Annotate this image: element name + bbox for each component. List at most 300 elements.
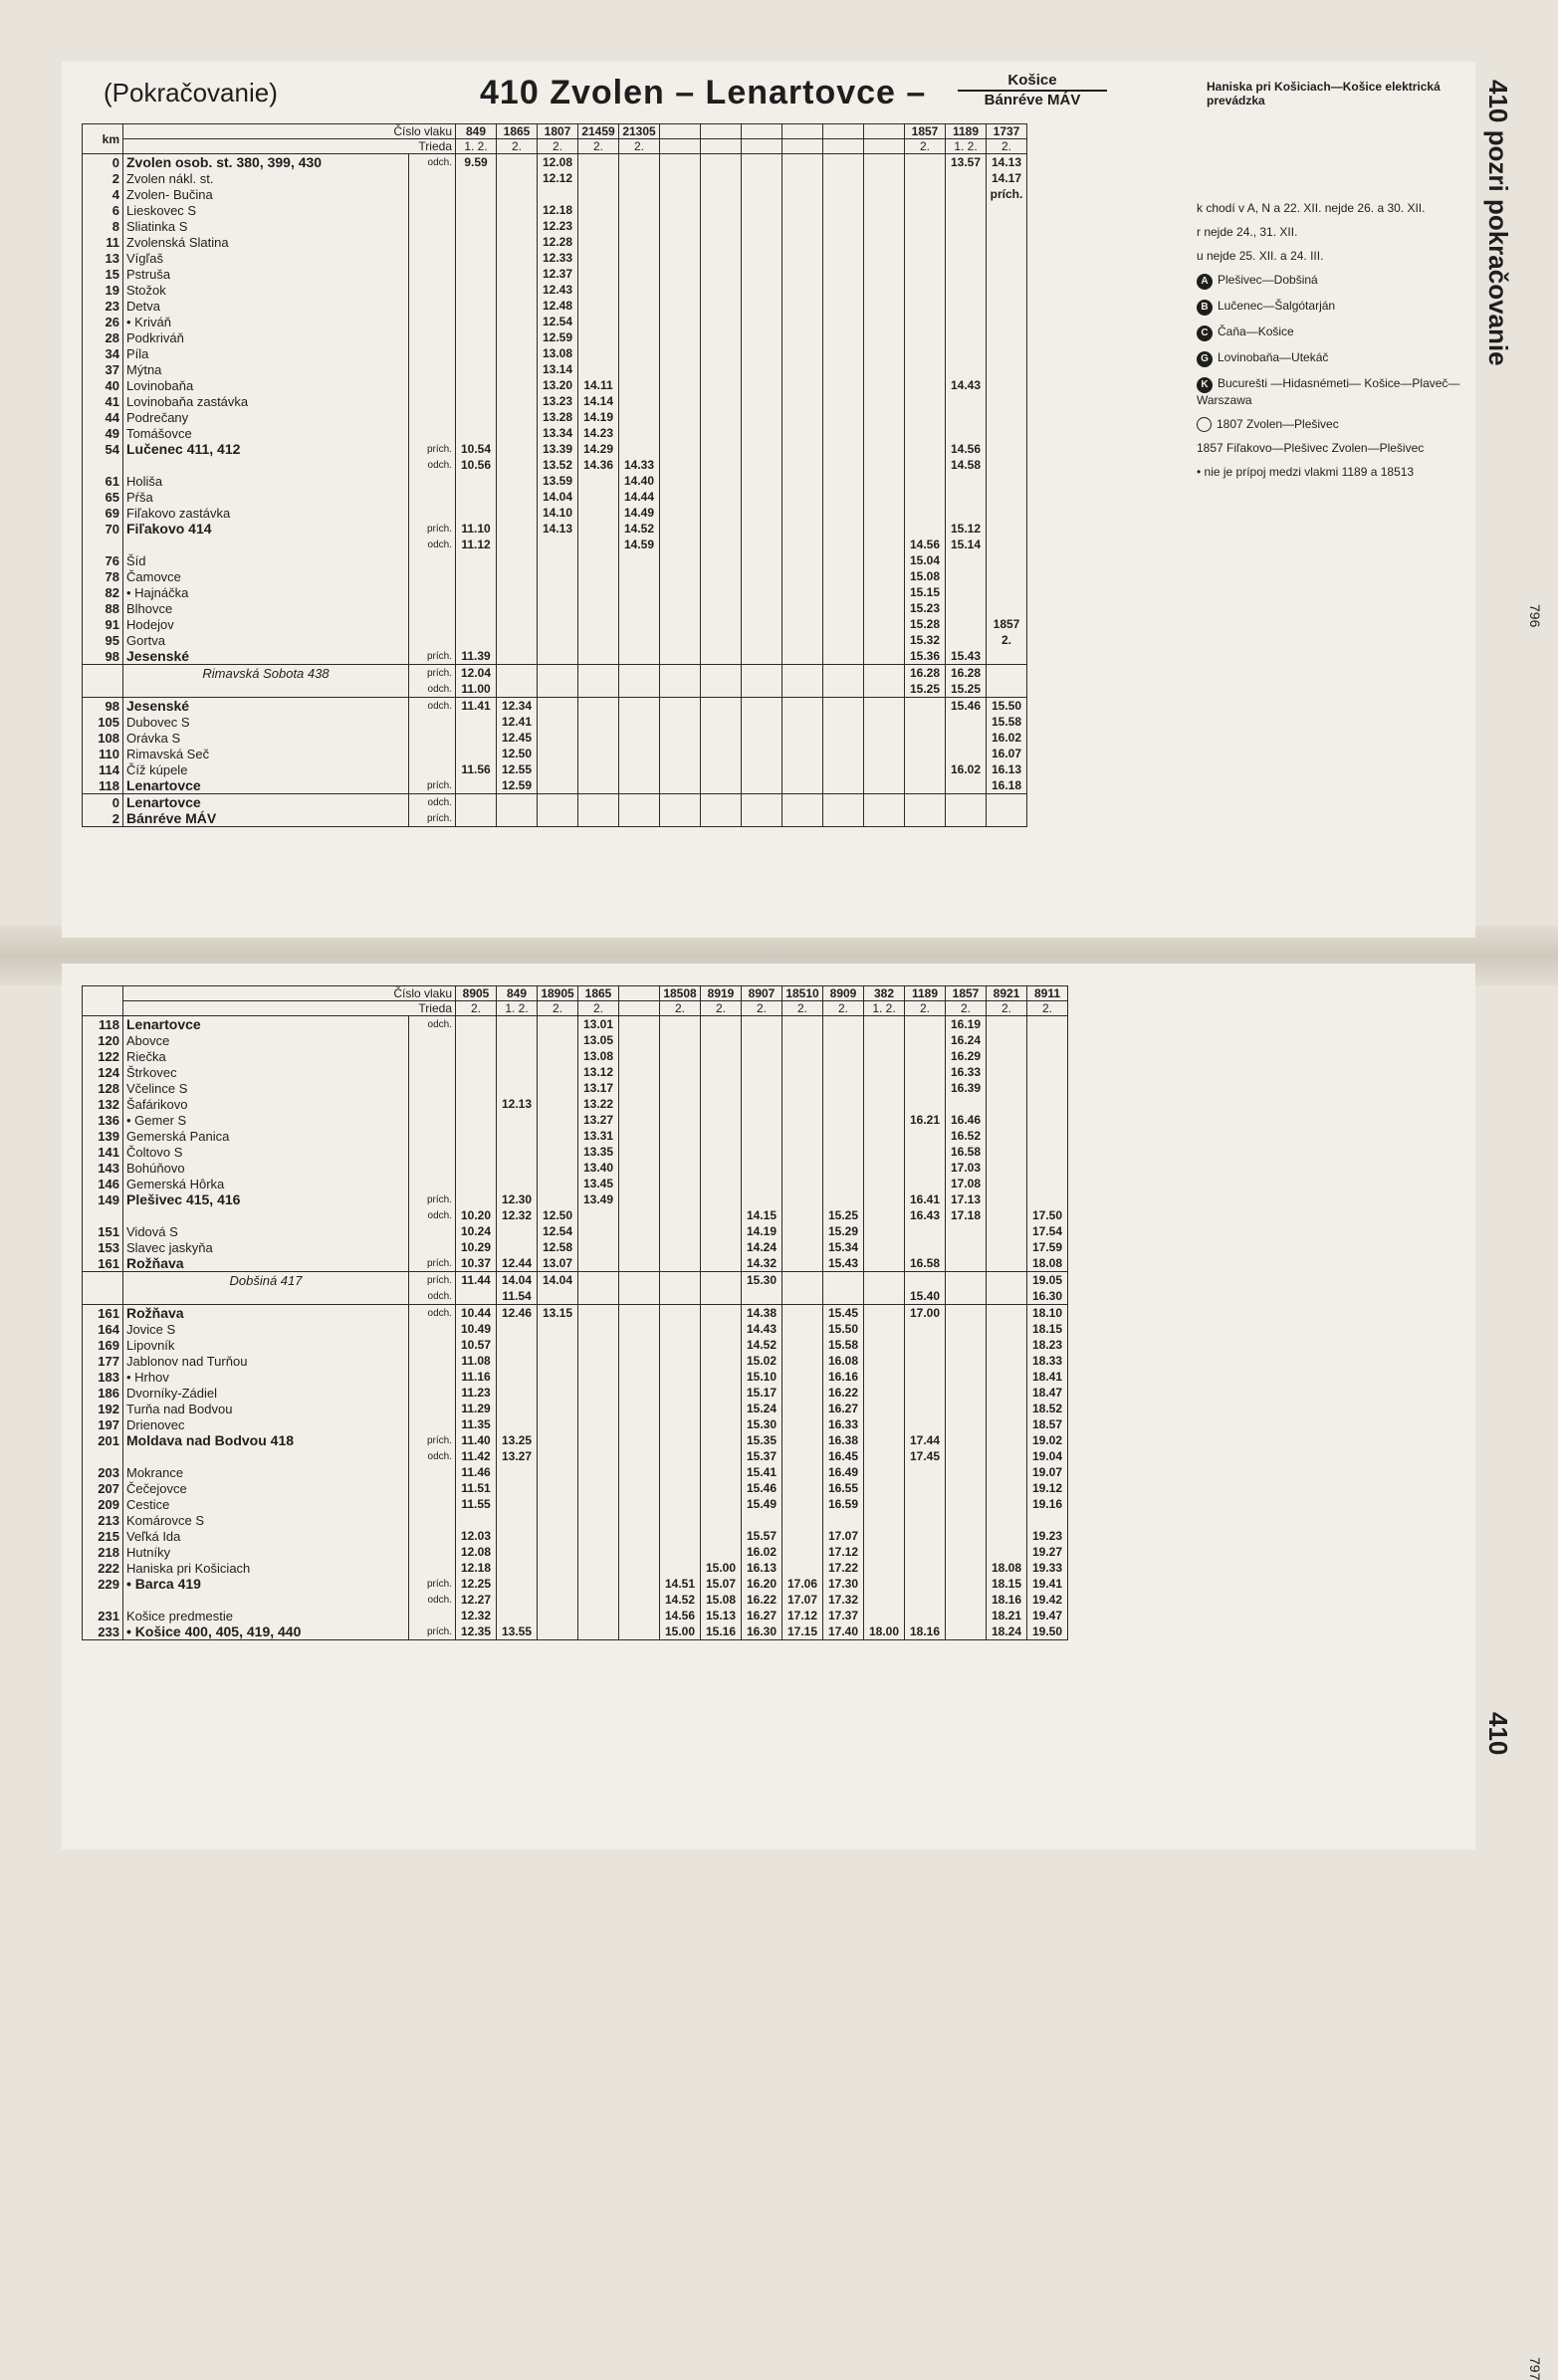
header-row-trains xyxy=(83,986,1068,1001)
time-cell xyxy=(905,1144,946,1160)
time-cell xyxy=(864,616,905,632)
time-cell xyxy=(782,810,823,827)
table-row xyxy=(83,329,1027,345)
time-cell: 19.04 xyxy=(1027,1448,1068,1464)
time-cell xyxy=(946,234,987,250)
train-class xyxy=(742,139,782,154)
time-cell xyxy=(987,489,1027,505)
time-cell xyxy=(742,393,782,409)
time-cell xyxy=(905,505,946,521)
time-cell: 16.58 xyxy=(905,1255,946,1272)
legend-item xyxy=(1197,249,1465,264)
km-cell: 98 xyxy=(83,698,123,715)
time-cell xyxy=(864,777,905,794)
time-cell xyxy=(660,681,701,698)
time-cell xyxy=(864,1272,905,1289)
time-cell xyxy=(987,266,1027,282)
time-cell xyxy=(497,1080,538,1096)
time-cell xyxy=(660,714,701,730)
time-cell xyxy=(538,746,578,761)
time-cell xyxy=(864,1576,905,1592)
time-cell xyxy=(742,1064,782,1080)
time-cell: 15.43 xyxy=(946,648,987,665)
time-cell xyxy=(456,600,497,616)
station-name: Orávka S xyxy=(123,730,409,746)
time-cell xyxy=(660,298,701,314)
table-row xyxy=(83,1160,1068,1176)
time-cell xyxy=(701,1528,742,1544)
time-cell: 16.38 xyxy=(823,1432,864,1448)
time-cell xyxy=(578,1496,619,1512)
station-name: Veľká Ida xyxy=(123,1528,409,1544)
time-cell xyxy=(823,632,864,648)
time-cell xyxy=(619,1255,660,1272)
time-cell xyxy=(660,441,701,457)
station-name: Jesenské xyxy=(123,648,409,665)
time-cell xyxy=(742,1080,782,1096)
time-cell xyxy=(497,1592,538,1608)
table-row xyxy=(83,345,1027,361)
time-cell: 16.46 xyxy=(946,1112,987,1128)
time-cell xyxy=(619,1144,660,1160)
time-cell xyxy=(456,329,497,345)
arr-dep-mark xyxy=(409,361,456,377)
time-cell xyxy=(701,1480,742,1496)
time-cell xyxy=(864,1144,905,1160)
time-cell: 18.21 xyxy=(987,1608,1027,1623)
time-cell xyxy=(578,1369,619,1385)
time-cell: 19.05 xyxy=(1027,1272,1068,1289)
time-cell xyxy=(782,234,823,250)
side-label-top: 410 pozri pokračovanie xyxy=(1483,80,1513,366)
time-cell xyxy=(987,1305,1027,1322)
time-cell: 15.49 xyxy=(742,1496,782,1512)
arr-dep-mark: prích. xyxy=(409,1576,456,1592)
train-class xyxy=(619,1001,660,1016)
table-row xyxy=(83,1528,1068,1544)
table-row xyxy=(83,698,1027,715)
time-cell xyxy=(660,537,701,552)
time-cell xyxy=(578,632,619,648)
station-name: Stožok xyxy=(123,282,409,298)
time-cell xyxy=(497,1560,538,1576)
time-cell xyxy=(538,1032,578,1048)
arr-dep-mark xyxy=(409,170,456,186)
time-cell xyxy=(701,746,742,761)
time-cell xyxy=(742,202,782,218)
time-cell: 13.52 xyxy=(538,457,578,473)
time-cell xyxy=(946,409,987,425)
arr-dep-mark xyxy=(409,1321,456,1337)
train-class: 1. 2. xyxy=(497,1001,538,1016)
time-cell xyxy=(578,1576,619,1592)
train-number: 1807 xyxy=(538,124,578,139)
train-number: 1737 xyxy=(987,124,1027,139)
time-cell: 14.33 xyxy=(619,457,660,473)
km-cell: 0 xyxy=(83,154,123,171)
time-cell: 14.19 xyxy=(742,1223,782,1239)
km-cell: 118 xyxy=(83,777,123,794)
time-cell xyxy=(619,584,660,600)
time-cell xyxy=(619,154,660,171)
time-cell xyxy=(660,1048,701,1064)
time-cell xyxy=(987,1239,1027,1255)
time-cell: 15.00 xyxy=(701,1560,742,1576)
time-cell xyxy=(538,1560,578,1576)
legend-text: Lučenec—Šalgótarján xyxy=(1218,299,1336,313)
time-cell: 16.13 xyxy=(742,1560,782,1576)
time-cell xyxy=(864,186,905,202)
time-cell xyxy=(497,568,538,584)
time-cell xyxy=(456,777,497,794)
km-cell: 91 xyxy=(83,616,123,632)
station-name: Lučenec 411, 412 xyxy=(123,441,409,457)
time-cell xyxy=(823,1160,864,1176)
km-cell: 124 xyxy=(83,1064,123,1080)
time-cell xyxy=(456,473,497,489)
table-row xyxy=(83,250,1027,266)
time-cell: 18.08 xyxy=(1027,1255,1068,1272)
km-cell: 11 xyxy=(83,234,123,250)
time-cell: 15.45 xyxy=(823,1305,864,1322)
time-cell xyxy=(701,1080,742,1096)
time-cell xyxy=(538,698,578,715)
time-cell xyxy=(497,1528,538,1544)
arr-dep-mark: prích. xyxy=(409,810,456,827)
train-number: 1857 xyxy=(946,986,987,1001)
time-cell xyxy=(701,1353,742,1369)
page-number-right: 797 xyxy=(1527,2357,1543,2380)
time-cell xyxy=(1027,1112,1068,1128)
time-cell xyxy=(660,425,701,441)
time-cell xyxy=(864,1353,905,1369)
time-cell xyxy=(578,714,619,730)
time-cell xyxy=(578,1305,619,1322)
time-cell xyxy=(701,1096,742,1112)
time-cell xyxy=(987,1464,1027,1480)
time-cell xyxy=(619,1288,660,1305)
time-cell xyxy=(619,1560,660,1576)
time-cell xyxy=(905,473,946,489)
time-cell xyxy=(742,218,782,234)
time-cell: 15.13 xyxy=(701,1608,742,1623)
time-cell xyxy=(782,1223,823,1239)
time-cell xyxy=(701,1144,742,1160)
time-cell xyxy=(538,632,578,648)
time-cell xyxy=(905,1272,946,1289)
station-name: Jovice S xyxy=(123,1321,409,1337)
time-cell xyxy=(742,777,782,794)
time-cell: 19.27 xyxy=(1027,1544,1068,1560)
time-cell xyxy=(864,361,905,377)
time-cell xyxy=(701,1448,742,1464)
station-name: Detva xyxy=(123,298,409,314)
time-cell xyxy=(701,234,742,250)
time-cell xyxy=(660,1080,701,1096)
time-cell xyxy=(456,266,497,282)
train-class: 2. xyxy=(578,139,619,154)
time-cell: 15.37 xyxy=(742,1448,782,1464)
time-cell xyxy=(701,1416,742,1432)
time-cell xyxy=(456,1048,497,1064)
table-row xyxy=(83,1064,1068,1080)
time-cell xyxy=(905,698,946,715)
time-cell xyxy=(864,1305,905,1322)
time-cell xyxy=(619,377,660,393)
time-cell xyxy=(538,1608,578,1623)
station-name: Vidová S xyxy=(123,1223,409,1239)
train-class: 2. xyxy=(660,1001,701,1016)
time-cell: 15.50 xyxy=(823,1321,864,1337)
time-cell xyxy=(578,1464,619,1480)
time-cell: 13.49 xyxy=(578,1191,619,1207)
km-cell: 128 xyxy=(83,1080,123,1096)
time-cell: 18.47 xyxy=(1027,1385,1068,1401)
time-cell xyxy=(946,1337,987,1353)
station-name xyxy=(123,1448,409,1464)
time-cell xyxy=(782,377,823,393)
time-cell xyxy=(782,1191,823,1207)
time-cell xyxy=(538,1321,578,1337)
time-cell: 19.50 xyxy=(1027,1623,1068,1640)
time-cell xyxy=(1027,1064,1068,1080)
time-cell: 12.58 xyxy=(538,1239,578,1255)
time-cell xyxy=(660,1385,701,1401)
time-cell xyxy=(987,202,1027,218)
train-number xyxy=(782,124,823,139)
time-cell xyxy=(456,505,497,521)
time-cell xyxy=(578,154,619,171)
timetable-bottom xyxy=(82,985,1068,1640)
km-cell: 4 xyxy=(83,186,123,202)
time-cell: 13.40 xyxy=(578,1160,619,1176)
time-cell: 17.12 xyxy=(823,1544,864,1560)
time-cell xyxy=(782,1560,823,1576)
legend-symbol-icon: B xyxy=(1197,300,1213,316)
time-cell xyxy=(946,730,987,746)
time-cell xyxy=(823,714,864,730)
km-cell: 132 xyxy=(83,1096,123,1112)
time-cell: 13.20 xyxy=(538,377,578,393)
time-cell xyxy=(701,1032,742,1048)
time-cell: 13.57 xyxy=(946,154,987,171)
arr-dep-mark xyxy=(409,1528,456,1544)
station-name: Štrkovec xyxy=(123,1064,409,1080)
time-cell xyxy=(578,1385,619,1401)
time-cell xyxy=(497,665,538,682)
time-cell xyxy=(701,425,742,441)
table-row xyxy=(83,1288,1068,1305)
time-cell xyxy=(701,1176,742,1191)
time-cell xyxy=(946,186,987,202)
time-cell: 19.02 xyxy=(1027,1432,1068,1448)
time-cell xyxy=(987,794,1027,811)
time-cell xyxy=(782,1255,823,1272)
time-cell xyxy=(497,1176,538,1191)
time-cell xyxy=(701,761,742,777)
time-cell xyxy=(782,1353,823,1369)
time-cell xyxy=(987,521,1027,537)
time-cell xyxy=(742,186,782,202)
time-cell: 19.47 xyxy=(1027,1608,1068,1623)
time-cell xyxy=(823,361,864,377)
time-cell xyxy=(987,584,1027,600)
time-cell xyxy=(701,1496,742,1512)
time-cell: 17.00 xyxy=(905,1305,946,1322)
station-name: Šafárikovo xyxy=(123,1096,409,1112)
time-cell xyxy=(456,1512,497,1528)
time-cell xyxy=(497,1112,538,1128)
km-cell: 78 xyxy=(83,568,123,584)
time-cell xyxy=(660,1128,701,1144)
time-cell xyxy=(538,1369,578,1385)
time-cell xyxy=(619,1128,660,1144)
time-cell xyxy=(823,250,864,266)
time-cell xyxy=(864,170,905,186)
time-cell: 16.07 xyxy=(987,746,1027,761)
time-cell: 15.16 xyxy=(701,1623,742,1640)
time-cell xyxy=(701,1128,742,1144)
time-cell xyxy=(987,537,1027,552)
time-cell xyxy=(782,473,823,489)
km-cell: 110 xyxy=(83,746,123,761)
time-cell xyxy=(660,1401,701,1416)
time-cell xyxy=(782,1448,823,1464)
time-cell xyxy=(578,1321,619,1337)
arr-dep-mark xyxy=(409,714,456,730)
time-cell: 16.28 xyxy=(946,665,987,682)
time-cell: 13.14 xyxy=(538,361,578,377)
time-cell: 11.51 xyxy=(456,1480,497,1496)
time-cell xyxy=(823,1048,864,1064)
station-name: Hodejov xyxy=(123,616,409,632)
time-cell xyxy=(823,568,864,584)
time-cell xyxy=(701,409,742,425)
time-cell xyxy=(660,1176,701,1191)
station-name: Rimavská Seč xyxy=(123,746,409,761)
time-cell xyxy=(823,441,864,457)
time-cell xyxy=(823,600,864,616)
station-name: Mokrance xyxy=(123,1464,409,1480)
time-cell xyxy=(660,1288,701,1305)
time-cell xyxy=(823,329,864,345)
time-cell: 16.33 xyxy=(946,1064,987,1080)
time-cell xyxy=(497,314,538,329)
time-cell xyxy=(538,681,578,698)
table-row xyxy=(83,810,1027,827)
time-cell: 15.25 xyxy=(905,681,946,698)
legend-item xyxy=(1197,225,1465,240)
time-cell xyxy=(782,730,823,746)
time-cell xyxy=(660,314,701,329)
arr-dep-mark xyxy=(409,730,456,746)
train-class: 2. xyxy=(456,1001,497,1016)
time-cell xyxy=(987,1191,1027,1207)
time-cell xyxy=(456,361,497,377)
table-row xyxy=(83,1176,1068,1191)
time-cell xyxy=(864,1096,905,1112)
time-cell: 15.07 xyxy=(701,1576,742,1592)
time-cell xyxy=(987,681,1027,698)
time-cell: 16.02 xyxy=(987,730,1027,746)
time-cell xyxy=(987,1112,1027,1128)
km-cell xyxy=(83,1448,123,1464)
time-cell: 14.49 xyxy=(619,505,660,521)
time-cell xyxy=(578,250,619,266)
time-cell xyxy=(905,1080,946,1096)
time-cell xyxy=(456,1032,497,1048)
table-row xyxy=(83,1512,1068,1528)
time-cell xyxy=(742,298,782,314)
time-cell xyxy=(782,665,823,682)
time-cell xyxy=(946,329,987,345)
time-cell: 10.24 xyxy=(456,1223,497,1239)
time-cell xyxy=(497,1512,538,1528)
train-number: 21459 xyxy=(578,124,619,139)
time-cell xyxy=(660,648,701,665)
train-number: 8905 xyxy=(456,986,497,1001)
time-cell xyxy=(701,632,742,648)
time-cell xyxy=(456,568,497,584)
time-cell xyxy=(864,298,905,314)
legend-item xyxy=(1197,299,1465,316)
time-cell xyxy=(782,1288,823,1305)
time-cell: 17.03 xyxy=(946,1160,987,1176)
time-cell xyxy=(578,329,619,345)
time-cell xyxy=(782,1305,823,1322)
time-cell xyxy=(987,473,1027,489)
time-cell xyxy=(864,1176,905,1191)
time-cell: 16.29 xyxy=(946,1048,987,1064)
time-cell xyxy=(946,1560,987,1576)
time-cell xyxy=(578,1512,619,1528)
arr-dep-mark: prích. xyxy=(409,648,456,665)
time-cell xyxy=(701,1272,742,1289)
km-cell: 233 xyxy=(83,1623,123,1640)
time-cell xyxy=(823,345,864,361)
arr-dep-mark xyxy=(409,266,456,282)
km-cell: 105 xyxy=(83,714,123,730)
station-name: Rimavská Sobota 438 xyxy=(123,665,409,682)
time-cell: 14.19 xyxy=(578,409,619,425)
time-cell xyxy=(619,1337,660,1353)
station-name: Bánréve MÁV xyxy=(123,810,409,827)
time-cell xyxy=(823,186,864,202)
arr-dep-mark: prích. xyxy=(409,441,456,457)
station-name: Haniska pri Košiciach xyxy=(123,1560,409,1576)
time-cell xyxy=(660,489,701,505)
arr-dep-mark xyxy=(409,1464,456,1480)
time-cell xyxy=(823,1064,864,1080)
arr-dep-mark: odch. xyxy=(409,1288,456,1305)
time-cell xyxy=(987,345,1027,361)
time-cell xyxy=(823,266,864,282)
station-name: Blhovce xyxy=(123,600,409,616)
time-cell xyxy=(456,282,497,298)
time-cell xyxy=(782,282,823,298)
time-cell xyxy=(823,202,864,218)
time-cell xyxy=(701,794,742,811)
time-cell xyxy=(742,314,782,329)
time-cell xyxy=(742,1016,782,1033)
time-cell xyxy=(578,600,619,616)
time-cell xyxy=(987,1496,1027,1512)
legend-text: 1807 Zvolen—Plešivec xyxy=(1217,417,1339,431)
time-cell xyxy=(823,777,864,794)
time-cell: 16.58 xyxy=(946,1144,987,1160)
time-cell xyxy=(782,170,823,186)
time-cell xyxy=(987,298,1027,314)
